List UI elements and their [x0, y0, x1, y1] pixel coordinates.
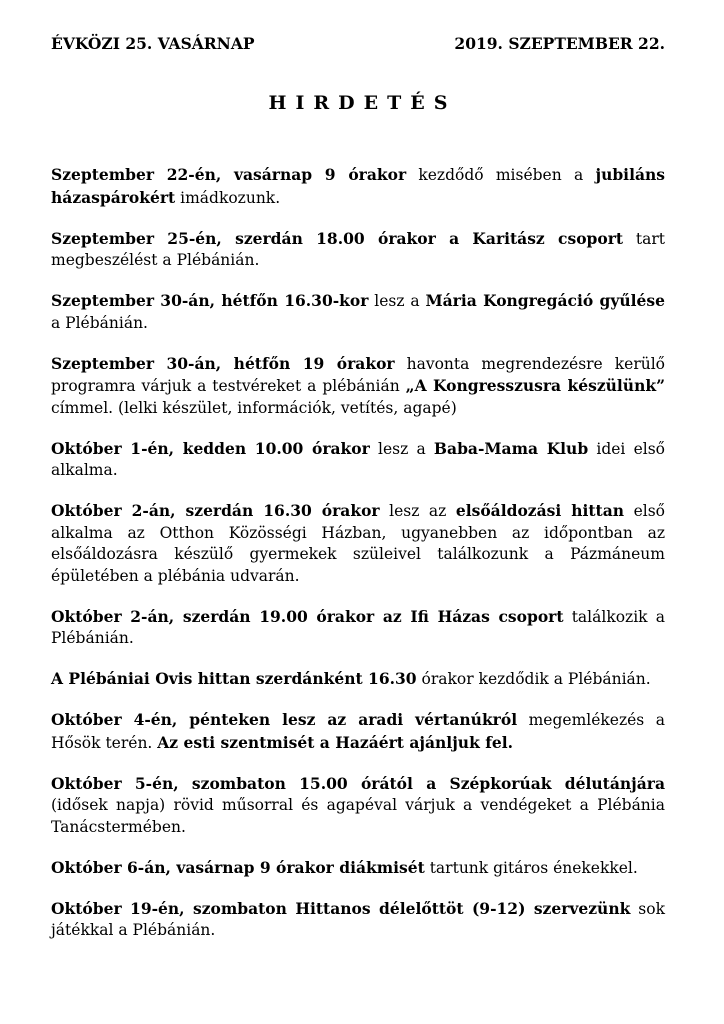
notice-item: [51, 228, 665, 272]
notice-text: tartunk gitáros énekekkel.: [424, 858, 638, 877]
notice-text: lesz a: [368, 292, 426, 310]
notice-text: a Plébánián.: [51, 313, 148, 332]
notice-emphasis: Október 5-én, szombaton 15.00 órától a Szépkorúak délutánjára: [51, 773, 665, 793]
notice-emphasis: Október 2-án, szerdán 16.30 órakor: [51, 501, 380, 520]
notice-emphasis: Szeptember 25-én, szerdán 18.00 órakor a Karitász csoport: [51, 228, 624, 248]
notice-emphasis: „A Kongresszusra készülünk”: [405, 376, 665, 395]
notice-emphasis: A Plébániai Ovis hittan szerdánként 16.30: [51, 669, 417, 688]
notice-text: lesz a: [369, 439, 434, 458]
notice-item: [51, 353, 665, 420]
notice-item: [51, 290, 665, 334]
notice-item: [51, 773, 665, 839]
notice-emphasis: Baba-Mama Klub: [433, 438, 589, 458]
notice-emphasis: Október 1-én, kedden 10.00 órakor: [51, 438, 370, 458]
notice-emphasis: Az esti szentmisét a Hazáért ajánljuk fel.: [157, 732, 514, 752]
notice-text: idei első alkalma.: [51, 439, 666, 479]
notice-item: [51, 438, 665, 482]
notice-emphasis: Szeptember 30-án, hétfőn 16.30-kor: [51, 291, 369, 310]
notice-emphasis: Október 19-én, szombaton Hittanos délelőttöt (9-12) szervezünk: [51, 898, 631, 918]
notice-text: tart megbeszélést a Plébánián.: [51, 229, 665, 269]
notice-emphasis: elsőáldozási hittan: [455, 501, 625, 520]
notice-item: [51, 709, 665, 754]
notice-emphasis: Október 2-án, szerdán 19.00 órakor az Ifi Házas csoport: [51, 606, 564, 626]
document-header: [51, 34, 665, 54]
notice-item: [51, 857, 665, 880]
document-date: 2019. SZEPTEMBER 22.: [454, 34, 665, 53]
liturgical-day: ÉVKÖZI 25. VASÁRNAP: [51, 34, 255, 53]
notice-emphasis: Szeptember 30-án, hétfőn 19 órakor: [51, 353, 395, 373]
notice-text: havonta megrendezésre kerülő programra várjuk a testvéreket a plébánián: [51, 354, 665, 395]
notice-emphasis: Október 4-én, pénteken lesz az aradi vértanúkról: [51, 710, 518, 729]
notice-item: [51, 500, 665, 587]
notice-text: megemlékezés a Hősök terén.: [51, 711, 666, 752]
notice-text: órakor kezdődik a Plébánián.: [416, 670, 651, 688]
notice-emphasis: Október 6-án, vasárnap 9 órakor diákmisét: [51, 857, 425, 877]
document-page: [51, 34, 665, 960]
notice-text: lesz az: [379, 502, 456, 520]
notice-emphasis: Szeptember 22-én, vasárnap 9 órakor: [51, 165, 407, 184]
notices-list: [51, 164, 665, 942]
notice-item: [51, 606, 665, 650]
notice-text: sok játékkal a Plébánián.: [51, 899, 665, 939]
document-title: HIRDETÉS: [268, 92, 457, 114]
notice-text: kezdődő misében a: [406, 166, 596, 184]
notice-item: [51, 164, 665, 209]
notice-text: címmel. (lelki készület, információk, vetítés, agapé): [51, 398, 457, 417]
notice-emphasis: Mária Kongregáció gyűlése: [425, 291, 665, 310]
notice-text: találkozik a Plébánián.: [51, 607, 665, 647]
notice-text: első alkalma az Otthon Közösségi Házban, ugyanebben az időpontban az elsőáldozásra készülő gyermekek szüleivel találkozunk a Pázmáneum épületében a plébánia udvarán.: [51, 502, 665, 585]
notice-item: [51, 668, 665, 691]
notice-item: [51, 898, 665, 942]
notice-emphasis: jubiláns házaspárokért: [51, 165, 665, 207]
notice-text: imádkozunk.: [175, 188, 281, 207]
notice-text: (idősek napja) rövid műsorral és agapéval várjuk a vendégeket a Plébánia Tanácstermében.: [51, 796, 665, 836]
